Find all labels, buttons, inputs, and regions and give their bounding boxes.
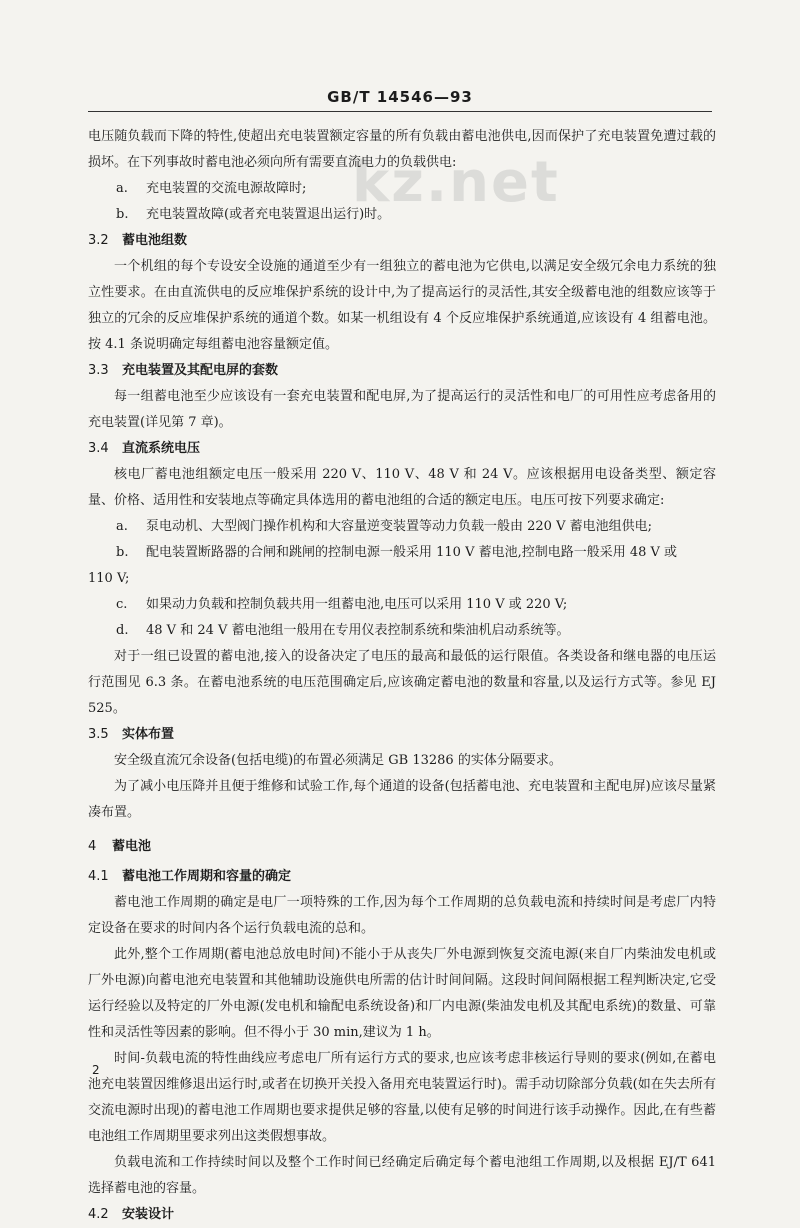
section-title: 实体布置	[122, 727, 175, 742]
list-marker: b.	[116, 207, 129, 222]
voltage-item-b	[88, 540, 716, 566]
section-heading-4-1	[88, 864, 716, 890]
section-4-1-paragraph-4: 负载电流和工作持续时间以及整个工作时间已经确定后确定每个蓄电池组工作周期,以及根据 EJ/T 641 选择蓄电池的容量。	[88, 1155, 716, 1196]
list-text: 充电装置的交流电源故障时;	[146, 181, 307, 196]
page-number: 2	[92, 1063, 100, 1077]
watermark: kz.net	[352, 150, 560, 215]
list-text: 如果动力负载和控制负载共用一组蓄电池,电压可以采用 110 V 或 220 V;	[146, 597, 568, 612]
chapter-heading-4	[88, 834, 716, 860]
section-4-1-paragraph-1: 蓄电池工作周期的确定是电厂一项特殊的工作,因为每个工作周期的总负载电流和持续时间是考虑厂内特定设备在要求的时间内各个运行负载电流的总和。	[88, 895, 716, 936]
section-heading-4-2	[88, 1202, 716, 1228]
list-text: 48 V 和 24 V 蓄电池组一般用在专用仪表控制系统和柴油机启动系统等。	[146, 623, 570, 638]
section-title: 安装设计	[122, 1207, 175, 1222]
voltage-item-b-wrap: 110 V;	[88, 571, 130, 586]
standard-code-header: GB/T 14546—93	[327, 88, 473, 106]
section-number: 4.1	[88, 869, 109, 884]
voltage-item-c	[88, 592, 716, 618]
list-marker: d.	[116, 623, 129, 638]
voltage-item-d	[88, 618, 716, 644]
section-number: 3.4	[88, 441, 109, 456]
section-title: 蓄电池组数	[122, 233, 188, 248]
intro-item-b	[88, 202, 716, 228]
section-heading-3-5	[88, 722, 716, 748]
chapter-number: 4	[88, 839, 97, 854]
section-heading-3-4	[88, 436, 716, 462]
intro-item-a	[88, 176, 716, 202]
header-rule	[88, 111, 712, 112]
list-marker: c.	[116, 597, 128, 612]
section-title: 充电装置及其配电屏的套数	[122, 363, 279, 378]
section-title: 蓄电池工作周期和容量的确定	[122, 869, 292, 884]
section-number: 3.3	[88, 363, 109, 378]
list-marker: a.	[116, 519, 128, 534]
list-text: 充电装置故障(或者充电装置退出运行)时。	[146, 207, 391, 222]
section-4-1-paragraph-3: 时间-负载电流的特性曲线应考虑电厂所有运行方式的要求,也应该考虑非核运行导则的要求(例如,在蓄电池充电装置因维修退出运行时,或者在切换开关投入备用充电装置运行时)。需手动切除部分负载(如在失去所有交流电源时出现)的蓄电池工作周期也要求提供足够的容量,以使有足够的时间进行该手动操作。因此,在有些蓄电池组工作周期里要求列出这类假想事故。	[88, 1051, 716, 1144]
list-text: 配电装置断路器的合闸和跳闸的控制电源一般采用 110 V 蓄电池,控制电路一般采用 48 V 或	[146, 545, 678, 560]
section-3-5-paragraph-2: 为了减小电压降并且便于维修和试验工作,每个通道的设备(包括蓄电池、充电装置和主配电屏)应该尽量紧凑布置。	[88, 779, 716, 820]
document-body	[88, 124, 716, 1228]
section-number: 4.2	[88, 1207, 109, 1222]
section-number: 3.2	[88, 233, 109, 248]
section-number: 3.5	[88, 727, 109, 742]
section-3-3-paragraph: 每一组蓄电池至少应该设有一套充电装置和配电屏,为了提高运行的灵活性和电厂的可用性应考虑备用的充电装置(详见第 7 章)。	[88, 389, 716, 430]
section-4-1-paragraph-2: 此外,整个工作周期(蓄电池总放电时间)不能小于从丧失厂外电源到恢复交流电源(来自厂内柴油发电机或厂外电源)向蓄电池充电装置和其他辅助设施供电所需的估计时间间隔。这段时间间隔根据工程判断决定,它受运行经验以及特定的厂外电源(发电机和输配电系统设备)和厂内电源(柴油发电机及其配电系统)的数量、可靠性和灵活性等因素的影响。但不得小于 30 min,建议为 1 h。	[88, 947, 716, 1040]
section-3-5-paragraph-1: 安全级直流冗余设备(包括电缆)的布置必须满足 GB 13286 的实体分隔要求。	[114, 753, 562, 768]
section-3-2-paragraph: 一个机组的每个专设安全设施的通道至少有一组独立的蓄电池为它供电,以满足安全级冗余电力系统的独立性要求。在由直流供电的反应堆保护系统的设计中,为了提高运行的灵活性,其安全级蓄电池的组数应该等于独立的冗余的反应堆保护系统的通道个数。如某一机组设有 4 个反应堆保护系统通道,应该设有 4 组蓄电池。按 4.1 条说明确定每组蓄电池容量额定值。	[88, 259, 716, 352]
list-marker: b.	[116, 545, 129, 560]
section-heading-3-3	[88, 358, 716, 384]
section-title: 直流系统电压	[122, 441, 201, 456]
section-3-4-paragraph-2: 对于一组已设置的蓄电池,接入的设备决定了电压的最高和最低的运行限值。各类设备和继电器的电压运行范围见 6.3 条。在蓄电池系统的电压范围确定后,应该确定蓄电池的数量和容量,以及运行方式等。参见 EJ 525。	[88, 649, 716, 716]
list-marker: a.	[116, 181, 128, 196]
intro-paragraph: 电压随负载而下降的特性,使超出充电装置额定容量的所有负载由蓄电池供电,因而保护了充电装置免遭过载的损坏。在下列事故时蓄电池必须向所有需要直流电力的负载供电:	[88, 129, 716, 170]
chapter-title: 蓄电池	[112, 839, 152, 854]
section-heading-3-2	[88, 228, 716, 254]
voltage-item-a	[88, 514, 716, 540]
list-text: 泵电动机、大型阀门操作机构和大容量逆变装置等动力负载一般由 220 V 蓄电池组供电;	[146, 519, 652, 534]
section-3-4-paragraph: 核电厂蓄电池组额定电压一般采用 220 V、110 V、48 V 和 24 V。应该根据用电设备类型、额定容量、价格、适用性和安装地点等确定具体选用的蓄电池组的合适的额定电压。电压可按下列要求确定:	[88, 467, 716, 508]
